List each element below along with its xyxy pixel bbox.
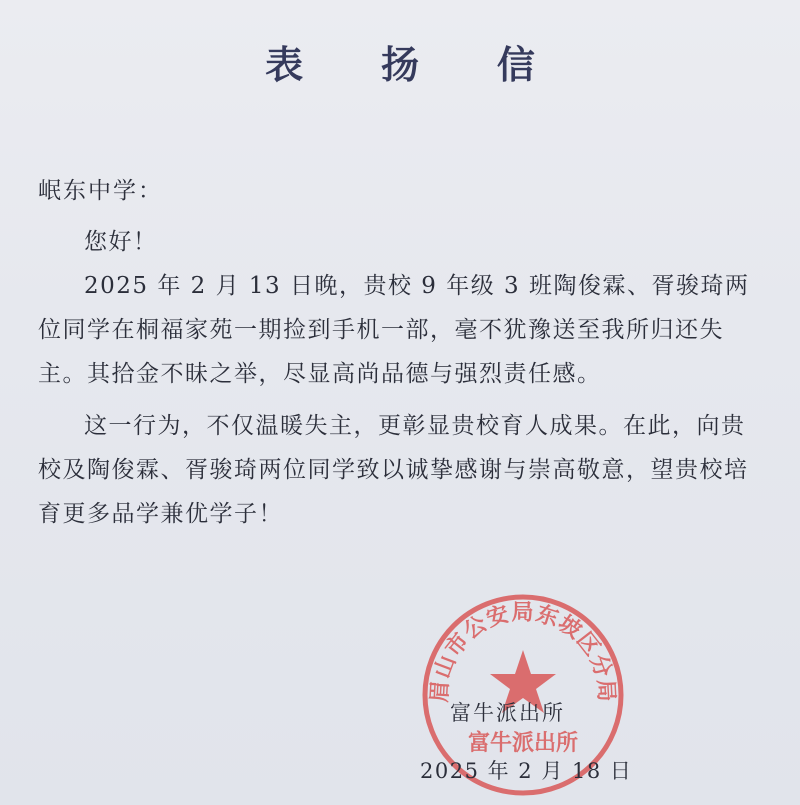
paragraph-1: 2025 年 2 月 13 日晚，贵校 9 年级 3 班陶俊霖、胥骏琦两位同学在桐福家苑一期捡到手机一部，毫不犹豫送至我所归还失主。其拾金不昧之举，尽显高尚品德与强烈责任感。 — [38, 273, 750, 387]
letter-body — [38, 220, 758, 536]
paragraph-2: 这一行为，不仅温暖失主，更彰显贵校育人成果。在此，向贵校及陶俊霖、胥骏琦两位同学致以诚挚感谢与崇高敬意，望贵校培育更多品学兼优学子！ — [38, 413, 749, 527]
greeting: 您好！ — [84, 229, 158, 255]
letter-title: 表 扬 信 — [265, 42, 568, 87]
signature: 富牛派出所 — [450, 701, 565, 725]
letter-date: 2025 年 2 月 18 日 — [420, 759, 633, 783]
seal-ring-text: 眉山市公安局东坡区分局 — [427, 600, 619, 704]
salutation: 岷东中学： — [38, 178, 163, 204]
seal-bottom-text: 富牛派出所 — [467, 731, 579, 756]
